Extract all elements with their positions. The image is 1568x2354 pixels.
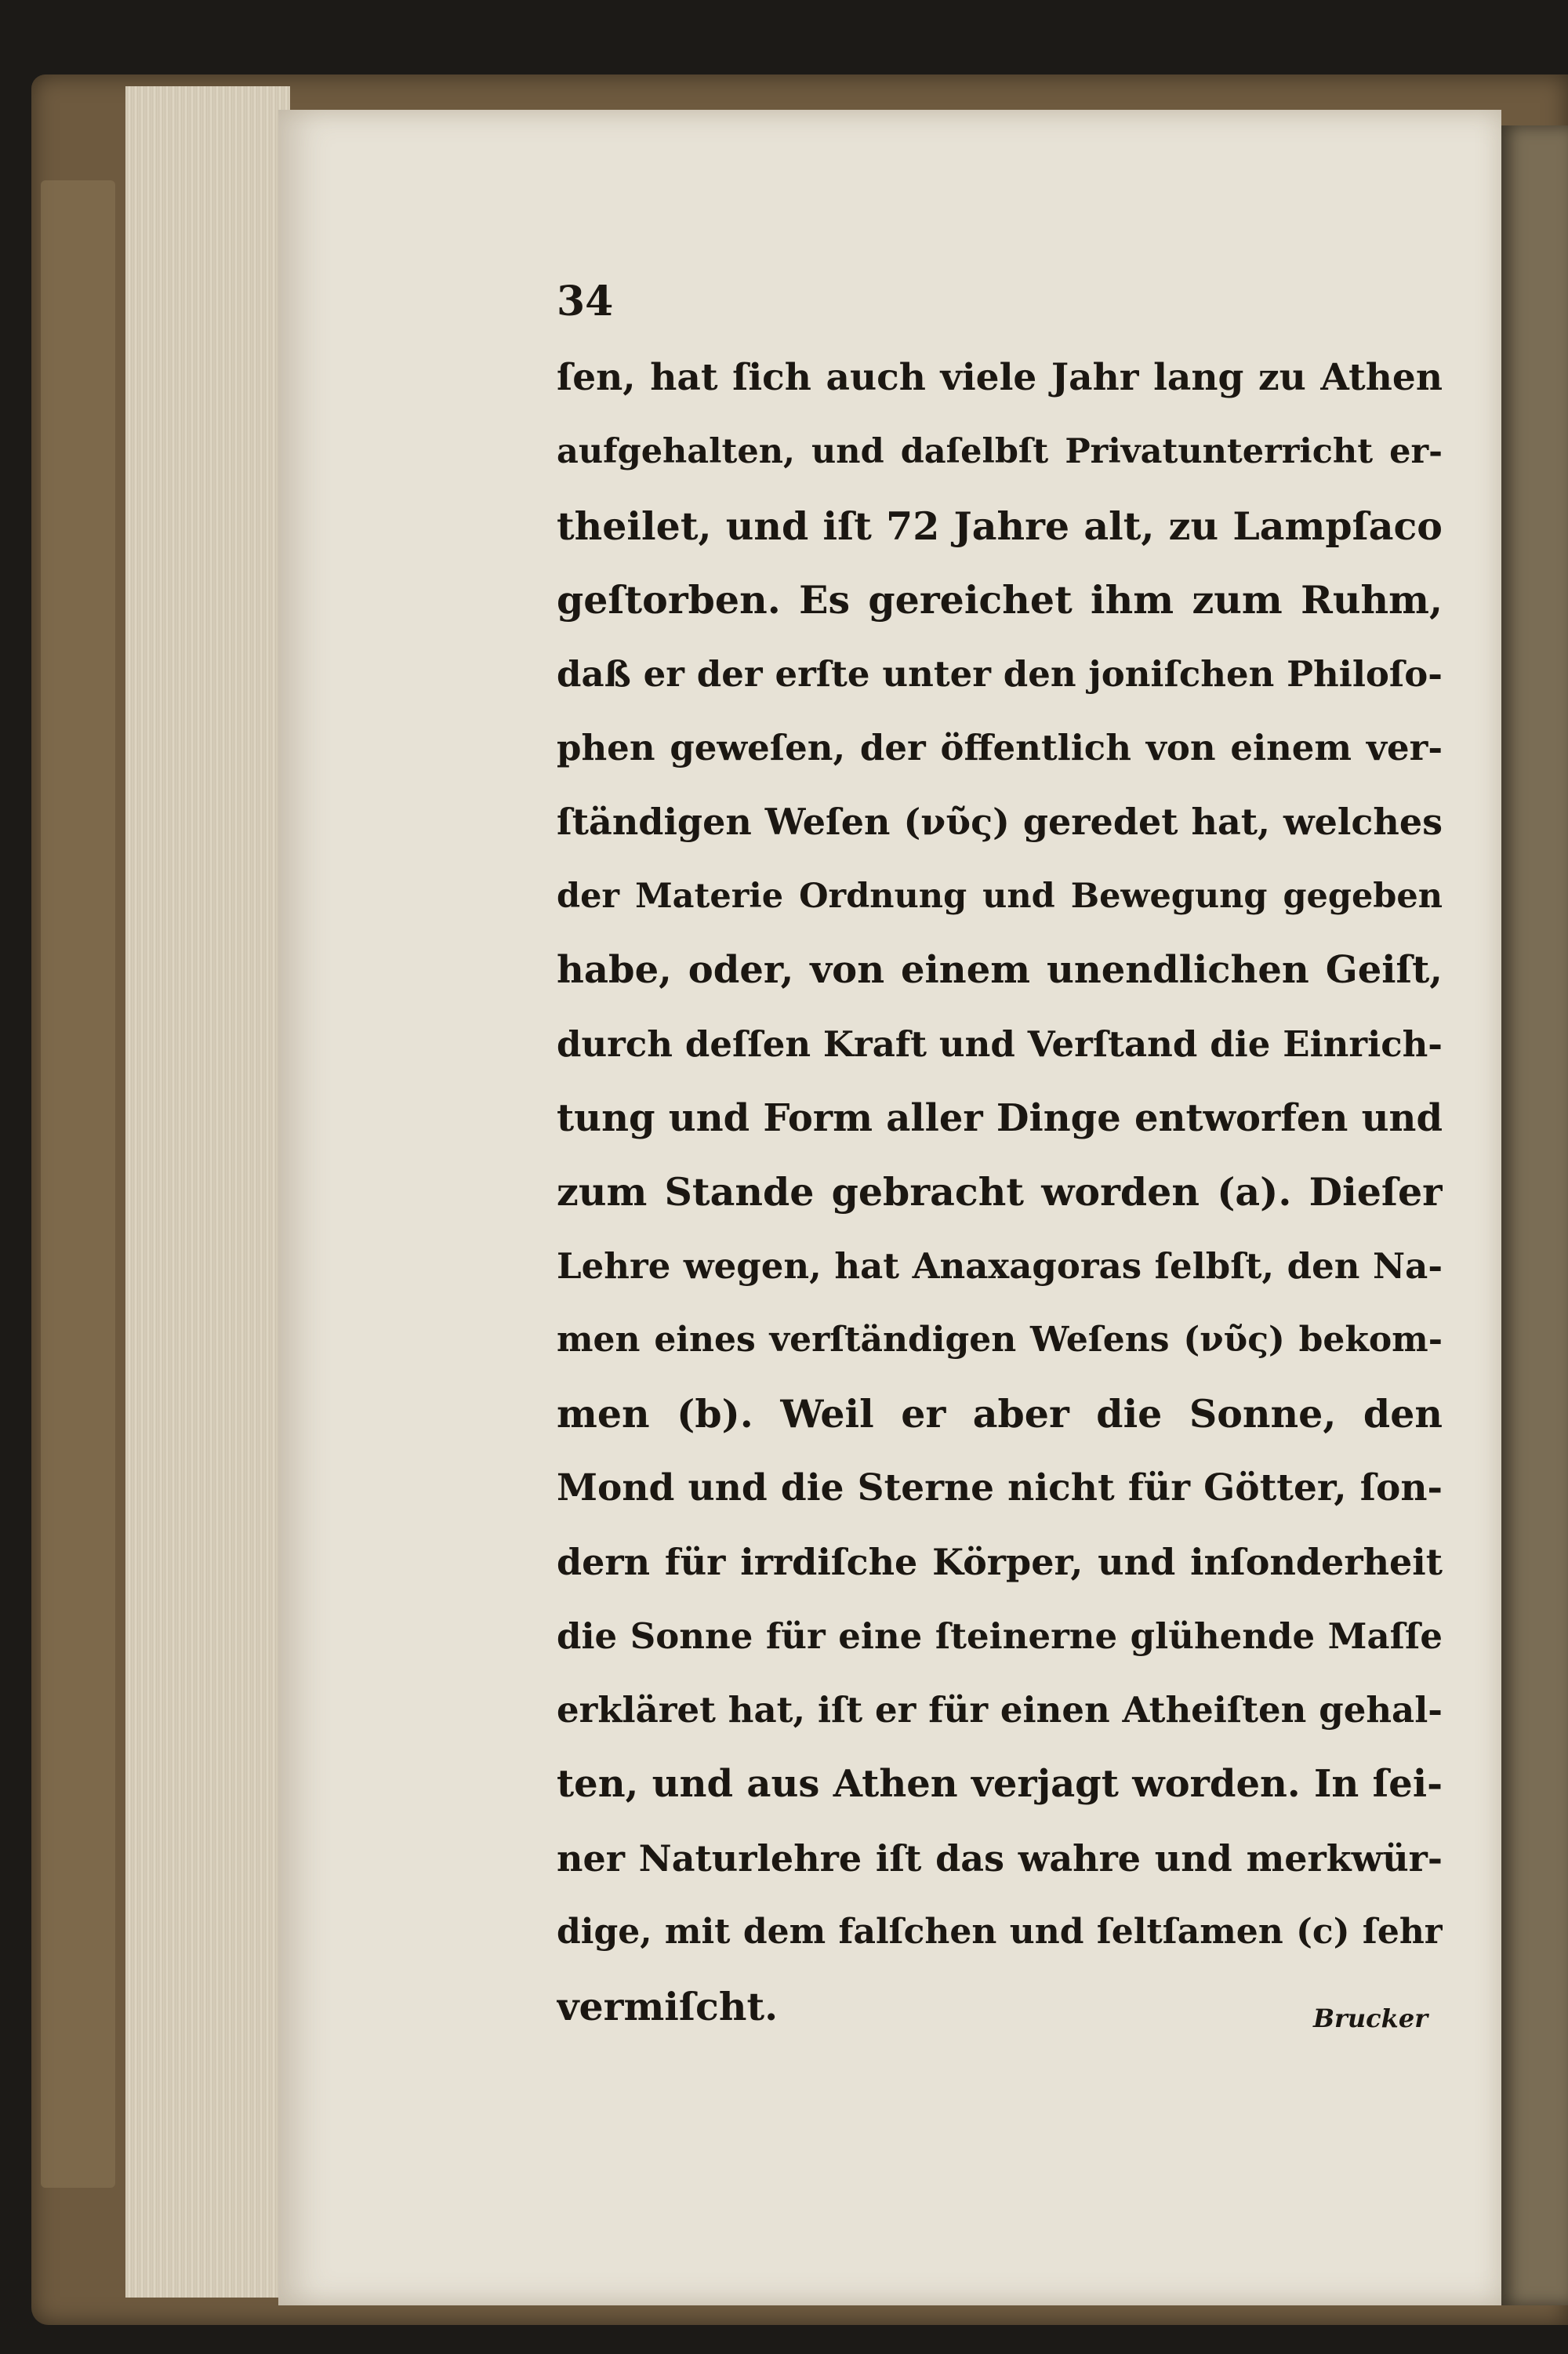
text-line: durch deſſen Kraft und Verſtand die Einrich-	[557, 1023, 1443, 1065]
text-line: theilet, und iſt 72 Jahre alt, zu Lampſaco	[557, 503, 1443, 549]
text-line: ten, und aus Athen verjagt worden. In ſei-	[557, 1762, 1443, 1807]
text-line: ner Naturlehre iſt das wahre und merkwür-	[557, 1836, 1443, 1880]
text-line: der Materie Ordnung und Bewegung gegeben	[557, 876, 1443, 916]
text-line: dige, mit dem falſchen und ſeltſamen (c) ſehr	[557, 1912, 1443, 1953]
text-line: men (b). Weil er aber die Sonne, den	[557, 1391, 1443, 1437]
page-edges	[125, 86, 290, 2298]
text-line: geſtorben. Es gereichet ihm zum Ruhm,	[557, 577, 1443, 623]
text-line: phen geweſen, der öffentlich von einem ver-	[557, 726, 1443, 768]
text-line: tung und Form aller Dinge entworfen und	[557, 1095, 1443, 1140]
text-line: habe, oder, von einem unendlichen Geiſt,	[557, 948, 1443, 993]
text-line: die Sonne für eine ſteinerne glühende Maſſe	[557, 1615, 1443, 1657]
text-line: daß er der erſte unter den joniſchen Philoſo-	[557, 652, 1443, 695]
text-line: zum Stande gebracht worden (a). Dieſer	[557, 1169, 1443, 1215]
text-line: dern für irrdiſche Körper, und inſonderheit	[557, 1541, 1443, 1584]
page-number: 34	[557, 278, 614, 325]
catchword: Brucker	[1313, 2003, 1428, 2033]
text-line: Mond und die Sterne nicht für Götter, ſon-	[557, 1466, 1443, 1509]
text-line: ſtändigen Weſen (νῦς) geredet hat, welches	[557, 801, 1443, 844]
text-line: vermiſcht.	[557, 1983, 779, 2029]
text-line: men eines verſtändigen Weſens (νῦς) bekom-	[557, 1320, 1443, 1360]
book-spine	[41, 180, 115, 2188]
text-block	[557, 278, 1443, 2043]
facing-page-edge	[1501, 125, 1568, 2305]
text-line: aufgehalten, und daſelbſt Privatunterricht er-	[557, 432, 1443, 472]
text-line: ſen, hat ſich auch viele Jahr lang zu Athen	[557, 356, 1443, 399]
text-line: erkläret hat, iſt er für einen Atheiſten gehal-	[557, 1689, 1443, 1731]
text-line: Lehre wegen, hat Anaxagoras ſelbſt, den Na-	[557, 1244, 1443, 1287]
